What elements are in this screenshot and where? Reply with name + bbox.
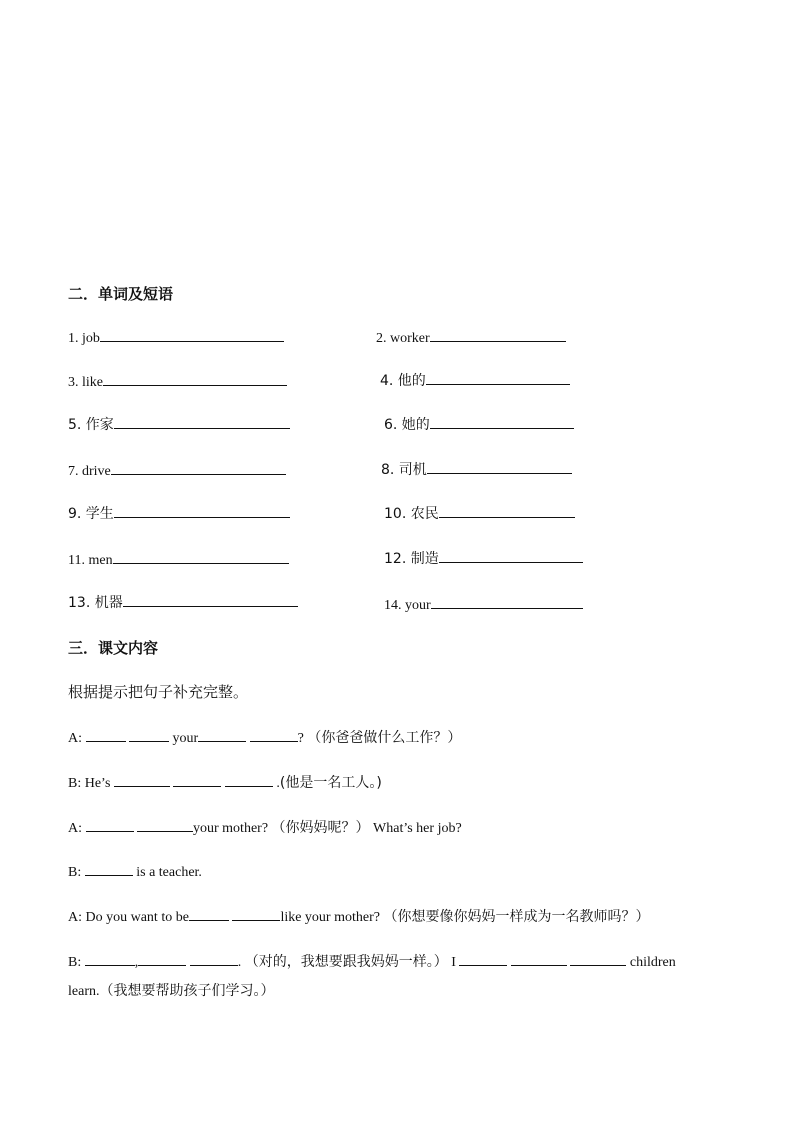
answer-blank[interactable] xyxy=(430,327,566,342)
speaker-label: A: xyxy=(68,731,82,746)
answer-blank[interactable] xyxy=(113,549,289,564)
answer-blank[interactable] xyxy=(86,817,134,832)
chinese-hint: （你妈妈呢？） xyxy=(271,820,370,836)
vocab-label: 9. 学生 xyxy=(68,506,114,522)
chinese-hint: （我想要帮助孩子们学习。） xyxy=(99,983,275,999)
dialogue-line-7 xyxy=(68,980,274,1000)
vocab-label: 8. 司机 xyxy=(381,462,427,478)
section-title-vocabulary: 二．单词及短语 xyxy=(68,285,174,303)
vocab-label: 10. 农民 xyxy=(384,506,439,522)
vocab-label: 3. like xyxy=(68,375,103,390)
vocab-item-1 xyxy=(68,327,284,347)
vocab-item-4 xyxy=(380,370,570,390)
dialogue-line-3 xyxy=(68,817,462,837)
vocab-label: 4. 他的 xyxy=(380,373,426,389)
answer-blank[interactable] xyxy=(431,594,583,609)
chinese-hint: （对的，我想要跟我妈妈一样。） xyxy=(244,954,448,970)
answer-blank[interactable] xyxy=(114,772,170,787)
chinese-hint: （你爸爸做什么工作？） xyxy=(307,730,462,746)
answer-blank[interactable] xyxy=(190,951,238,966)
answer-blank[interactable] xyxy=(250,727,298,742)
vocab-label: 2. worker xyxy=(376,331,430,346)
answer-blank[interactable] xyxy=(85,861,133,876)
vocab-item-10 xyxy=(384,503,575,523)
vocab-item-6 xyxy=(384,414,574,434)
dialogue-text: children xyxy=(629,955,676,970)
answer-blank[interactable] xyxy=(103,371,287,386)
dialogue-text: . xyxy=(237,955,242,970)
vocab-item-5 xyxy=(68,414,290,434)
answer-blank[interactable] xyxy=(426,370,570,385)
dialogue-text: like your mother? xyxy=(280,910,380,925)
vocab-item-11 xyxy=(68,549,289,569)
dialogue-line-4 xyxy=(68,861,202,881)
chinese-hint: (他是一名工人。) xyxy=(279,775,382,791)
answer-blank[interactable] xyxy=(225,772,273,787)
chinese-hint: （你想要像你妈妈一样成为一名教师吗？） xyxy=(383,909,650,925)
vocab-label: 12. 制造 xyxy=(384,551,439,567)
dialogue-text: your mother? xyxy=(193,821,269,836)
answer-blank[interactable] xyxy=(123,592,298,607)
answer-blank[interactable] xyxy=(114,503,290,518)
vocab-label: 13. 机器 xyxy=(68,595,123,611)
vocab-item-8 xyxy=(381,459,572,479)
dialogue-text: is a teacher. xyxy=(136,865,202,880)
vocab-item-9 xyxy=(68,503,290,523)
answer-blank[interactable] xyxy=(138,951,186,966)
dialogue-text: ? xyxy=(297,731,304,746)
vocab-label: 1. job xyxy=(68,331,100,346)
section-title-text-content: 三．课文内容 xyxy=(68,639,159,657)
instruction-text: 根据提示把句子补充完整。 xyxy=(68,683,249,701)
dialogue-text: learn. xyxy=(68,984,100,999)
vocab-item-12 xyxy=(384,548,583,568)
dialogue-text: B: He’s xyxy=(68,776,111,791)
dialogue-line-2 xyxy=(68,772,382,792)
answer-blank[interactable] xyxy=(570,951,626,966)
answer-blank[interactable] xyxy=(427,459,572,474)
answer-blank[interactable] xyxy=(511,951,567,966)
answer-blank[interactable] xyxy=(100,327,284,342)
vocab-label: 6. 她的 xyxy=(384,417,430,433)
answer-blank[interactable] xyxy=(137,817,193,832)
answer-blank[interactable] xyxy=(189,906,229,921)
dialogue-line-1 xyxy=(68,727,461,747)
answer-blank[interactable] xyxy=(439,503,575,518)
vocab-label: 7. drive xyxy=(68,464,111,479)
dialogue-text: , xyxy=(134,955,139,970)
answer-blank[interactable] xyxy=(173,772,221,787)
answer-blank[interactable] xyxy=(86,727,126,742)
vocab-label: 14. your xyxy=(384,598,431,613)
answer-blank[interactable] xyxy=(459,951,507,966)
answer-blank[interactable] xyxy=(430,414,574,429)
dialogue-text: What’s her job? xyxy=(373,821,462,836)
dialogue-line-6 xyxy=(68,951,676,971)
vocab-item-2 xyxy=(376,327,566,347)
dialogue-line-5 xyxy=(68,906,649,926)
answer-blank[interactable] xyxy=(114,414,290,429)
answer-blank[interactable] xyxy=(232,906,280,921)
speaker-label: A: xyxy=(68,821,82,836)
speaker-label: B: xyxy=(68,955,82,970)
vocab-item-3 xyxy=(68,371,287,391)
vocab-item-13 xyxy=(68,592,298,612)
dialogue-text: A: Do you want to be xyxy=(68,910,189,925)
answer-blank[interactable] xyxy=(198,727,246,742)
vocab-label: 11. men xyxy=(68,553,113,568)
vocab-label: 5. 作家 xyxy=(68,417,114,433)
answer-blank[interactable] xyxy=(85,951,135,966)
answer-blank[interactable] xyxy=(439,548,583,563)
answer-blank[interactable] xyxy=(129,727,169,742)
vocab-item-14 xyxy=(384,594,583,614)
dialogue-text: I xyxy=(451,955,456,970)
dialogue-text: . xyxy=(276,776,280,791)
vocab-item-7 xyxy=(68,460,286,480)
dialogue-text: your xyxy=(172,731,199,746)
answer-blank[interactable] xyxy=(111,460,286,475)
speaker-label: B: xyxy=(68,865,82,880)
